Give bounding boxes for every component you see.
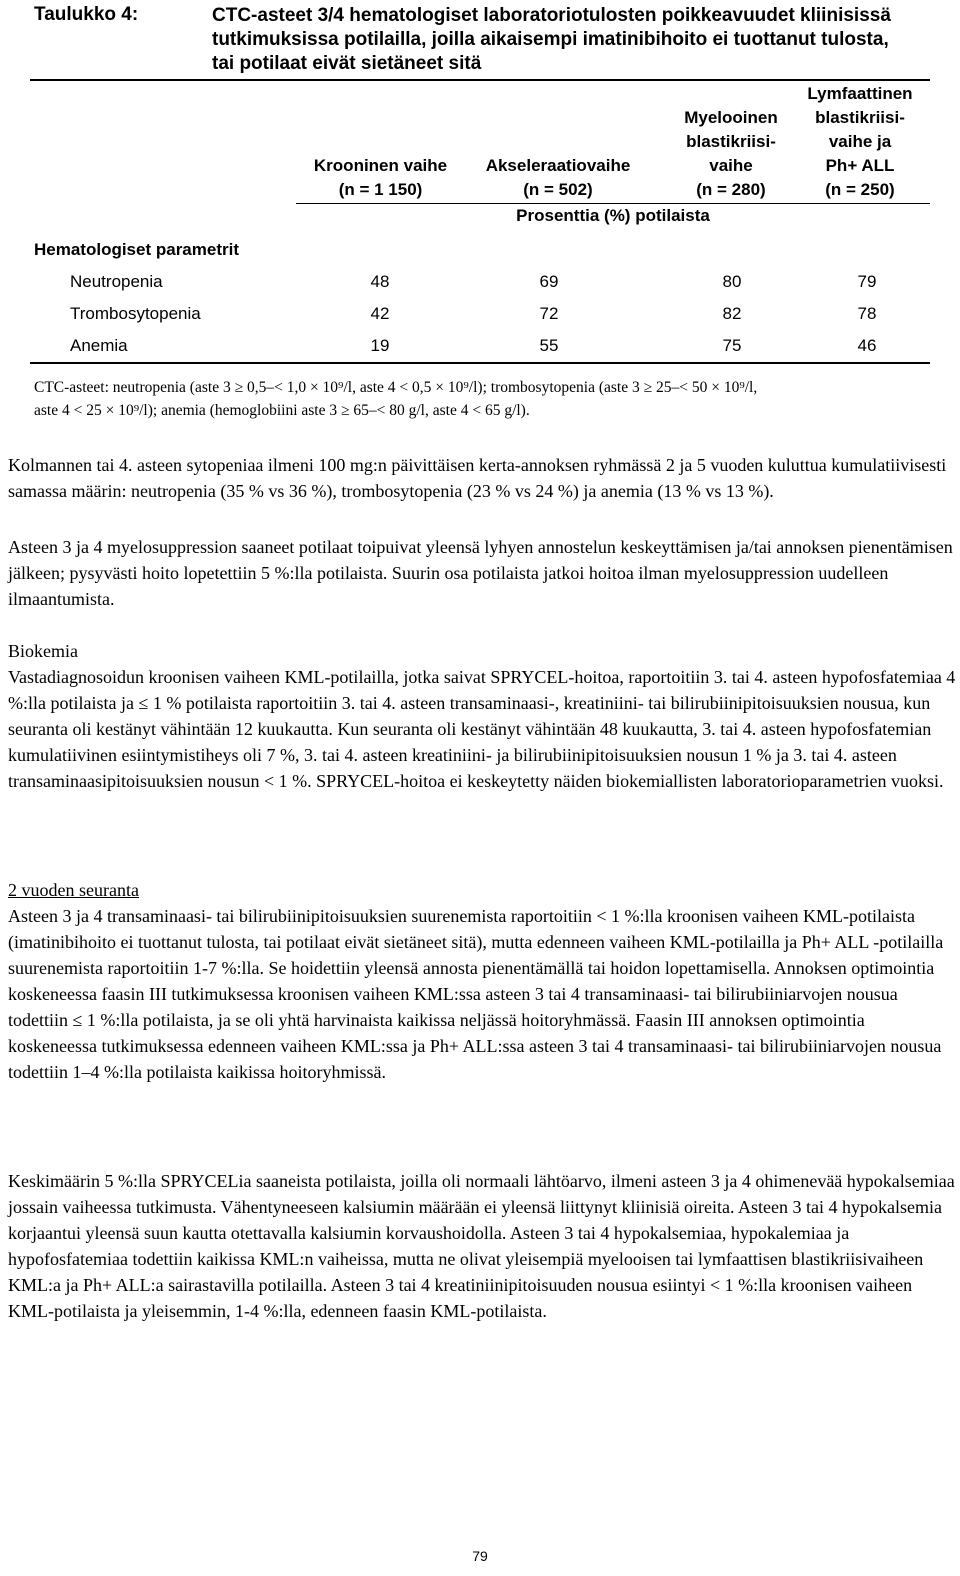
row-label-neutropenia: Neutropenia — [70, 272, 163, 291]
table-top-rule — [30, 79, 930, 81]
table-footnote — [34, 376, 934, 422]
footnote-line: aste 4 < 25 × 10⁹/l); anemia (hemoglobiini aste 3 ≥ 65–< 80 g/l, aste 4 < 65 g/l). — [34, 402, 530, 419]
paragraph: Kolmannen tai 4. asteen sytopeniaa ilmeni 100 mg:n päivittäisen kerta-annoksen ryhmässä 2 ja 5 vuoden kuluttua kumulatiivisesti samassa määrin: neutropenia (35 % vs 36 %), trombosytopenia (23 % vs 24 %) ja anemia (13 % vs 13 %). — [8, 455, 947, 501]
row-label-thrombocytopenia: Trombosytopenia — [70, 304, 201, 323]
paragraph: Vastadiagnosoidun kroonisen vaiheen KML-potilailla, jotka saivat SPRYCEL-hoitoa, raportoitiin 3. tai 4. asteen hypofosfatemiaa 4 %:lla potilaista ja ≤ 1 % potilaista raportoitiin 3. tai 4. asteen transaminaasi-, kreatiniini- tai bilirubiinipitoisuuksien nousua, kun seuranta oli kestänyt vähintään 12 kuukautta. Kun seuranta oli kestänyt vähintään 48 kuukautta, 3. tai 4. asteen hypofosfatemian kumulatiivinen esiintymistiheys oli 7 %, 3. tai 4. asteen kreatiniini- ja bilirubiinipitoisuuksien nousun 1 % ja 3. tai 4. asteen transaminaasipitoisuuksien nousun < 1 %. SPRYCEL-hoitoa ei keskeytetty näiden biokemiallisten laboratorioparametrien vuoksi. — [8, 667, 956, 791]
table-cell: 42 — [370, 304, 390, 323]
paragraph: Asteen 3 ja 4 transaminaasi- tai bilirubiinipitoisuuksien suurenemista raportoitiin < 1 %:lla kroonisen vaiheen KML-potilaista (imatinibihoito ei tuottanut tulosta, tai potilaat eivät sietäneet sitä), mutta edenneen vaiheen KML-potilailla ja Ph+ ALL -potilailla suurenemista raportoitiin 1-7 %:lla. Se hoidettiin yleensä annosta pienentämällä tai hoidon lopettamisella. Annoksen optimointia koskeneessa faasin III tutkimuksessa kroonisen vaiheen KML:ssa asteen 3 tai 4 transaminaasi- tai bilirubiiniarvojen nousua todettiin ≤ 1 %:lla potilaista, ja se oli yhtä harvinaista kaikissa neljässä hoitoryhmässä. Faasin III annoksen optimointia koskeneessa tutkimuksessa edenneen vaiheen KML:ssa ja Ph+ ALL:ssa asteen 3 tai 4 transaminaasi- tai bilirubiiniarvojen nousua todettiin 1–4 %:lla potilaista kaikissa hoitoryhmissä. — [8, 906, 944, 1082]
table-cell: 79 — [857, 272, 877, 291]
paragraph: Keskimäärin 5 %:lla SPRYCELia saaneista potilaista, joilla oli normaali lähtöarvo, ilmeni asteen 3 ja 4 ohimenevää hypokalsemiaa jossain vaiheessa tutkimusta. Vähentyneeseen kalsiumin määrään ei yleensä liittynyt kliinisiä oireita. Asteen 3 tai 4 hypokalsemia korjaantui yleensä suun kautta otettavalla kalsiumin korvaushoidolla. Asteen 3 tai 4 hypokalsemiaa, hypokalemiaa ja hypofosfatemiaa todettiin kaikissa KML:n vaiheissa, mutta ne olivat yleisempiä myelooisen tai lymfaattisen blastikriisivaiheen KML:a ja Ph+ ALL:a sairastavilla potilailla. Asteen 3 tai 4 kreatiniinipitoisuuden nousua esiintyi < 1 %:lla kroonisen vaiheen KML-potilaista ja yleisemmin, 1-4 %:lla, edenneen faasin KML-potilaista. — [8, 1171, 955, 1321]
table-bottom-rule — [30, 362, 930, 364]
table-cell: 19 — [370, 336, 390, 355]
column-header-lymphoid: Lymfaattinen blastikriisi- vaihe ja Ph+ ALL (n = 250) — [807, 84, 913, 199]
section-heading-biokemia: Biokemia — [8, 641, 78, 661]
table-cell: 80 — [722, 272, 742, 291]
table-cell: 46 — [857, 336, 877, 355]
paragraph: Asteen 3 ja 4 myelosuppression saaneet potilaat toipuivat yleensä lyhyen annostelun keskeyttämisen ja/tai annoksen pienentämisen jälkeen; pysyvästi hoito lopetettiin 5 %:lla potilaista. Suurin osa potilaista jatkoi hoitoa ilman myelosuppression uudelleen ilmaantumista. — [8, 537, 953, 609]
table-cell: 75 — [722, 336, 742, 355]
table-cell: 69 — [539, 272, 559, 291]
row-group-label: Hematologiset parametrit — [34, 240, 239, 259]
table-cell: 48 — [370, 272, 390, 291]
table-cell: 72 — [539, 304, 559, 323]
table-cell: 82 — [722, 304, 742, 323]
table-cell: 78 — [857, 304, 877, 323]
table-cell: 55 — [539, 336, 559, 355]
page-number: 79 — [472, 1548, 488, 1564]
table-caption-title: CTC-asteet 3/4 hematologiset laboratoriotulosten poikkeavuudet kliinisissä tutkimuksissa potilailla, joilla aikaisempi imatinibihoito ei tuottanut tulosta, tai potilaat eivät sietäneet sitä — [212, 5, 891, 74]
section-heading-2-year-followup: 2 vuoden seuranta — [8, 880, 139, 900]
column-header-myeloid: Myelooinen blastikriisi- vaihe (n = 280) — [684, 108, 778, 199]
row-label-anemia: Anemia — [70, 336, 128, 355]
column-header-accelerated: Akseleraatiovaihe (n = 502) — [485, 156, 631, 199]
column-subheader: Prosenttia (%) potilaista — [516, 206, 710, 225]
column-header-chronic: Krooninen vaihe (n = 1 150) — [313, 156, 448, 199]
footnote-line: CTC-asteet: neutropenia (aste 3 ≥ 0,5–< 1,0 × 10⁹/l, aste 4 < 0,5 × 10⁹/l); trombosytopenia (aste 3 ≥ 25–< 50 × 10⁹/l, — [34, 379, 758, 396]
table-caption-label: Taulukko 4: — [34, 4, 139, 25]
